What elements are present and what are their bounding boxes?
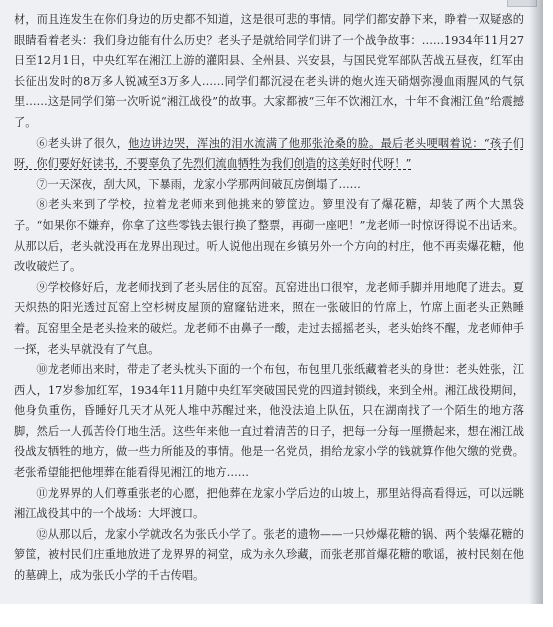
paragraph-p10 — [14, 360, 524, 484]
paragraph-p6 — [14, 134, 524, 175]
paragraph-p11-segment: ⑪龙界界的人们尊重张老的心愿，把他葬在龙家小学后边的山坡上，那里站得高看得远，可以远眺湘江战役其中的一个战场：大坪渡口。 — [14, 486, 524, 521]
page-edge-shadow — [529, 0, 543, 604]
paragraph-p8-segment: ⑧老头来到了学校，拉着龙老师来到他挑来的箩筐边。箩里没有了爆花糖，却装了两个大黑袋子。“如果你不嫌弃，你拿了这些零钱去银行换了整票，再砌一座吧！”龙老师一时惊讶得说不出话来。从那以后，老头就没再在龙界出现过。听人说他出现在乡镇另外一个方向的村庄，他不再卖爆花糖，他改收破烂了。 — [14, 198, 524, 274]
article-text — [14, 10, 524, 587]
paragraph-p9-segment: ⑨学校修好后，龙老师找到了老头居住的瓦窑。瓦窑进出口很窄，龙老师手脚并用地爬了进去。夏天炽热的阳光透过瓦窑上空杉树皮屋顶的窟窿钻进来，照在一张破旧的竹席上，竹席上面老头正熟睡着。瓦窑里全是老头捡来的破烂。龙老师不由鼻子一酸，走过去摇摇老头，老头始终不醒，龙老师伸手一探，老头早就没有了气息。 — [14, 280, 524, 356]
paragraph-p6-segment: ⑥老头讲了很久， — [36, 136, 129, 150]
paragraph-p12 — [14, 525, 524, 587]
paragraph-p6-segment: “孩子们呀，你们要好好读书，不要辜负了先烈们流血牺牲为我们创造的这美好时代呀！” — [14, 136, 524, 171]
paragraph-p10-segment: ⑩龙老师出来时，带走了老头枕头下面的一个布包，布包里几张纸藏着老头的身世：老头姓张，江西人，17岁参加红军，1934年11月随中央红军突破国民党的四道封锁线，来到全州。湘江战役期间，他身负重伤，昏睡好几天才从死人堆中苏醒过来，他没法追上队伍，只在湖南找了一个陌生的地方落脚，然后一人孤苦伶仃地生活。这些年来他一直过着清苦的日子，把每一分每一厘攒起来，想在湘江战役战友牺牲的地方，做一些力所能及的事情。他是一名党员，捐给龙家小学的钱就算作他欠缴的党费。老张希望能把他埋葬在能看得见湘江的地方…… — [14, 363, 524, 480]
bottom-margin — [0, 604, 553, 627]
paragraph-p7-segment: ⑦一天深夜，刮大风，下暴雨，龙家小学那两间破瓦房倒塌了…… — [36, 177, 361, 191]
paragraph-p9 — [14, 278, 524, 360]
paragraph-p12-segment: ⑫从那以后，龙家小学就改名为张氏小学了。张老的遗物——一只炒爆花糖的锅、两个装爆花糖的箩筐，被村民们庄重地放进了龙界界的祠堂，成为永久珍藏，而张老那首爆花糖的歌谣，被村民刻在他的墓碑上，成为张氏小学的千古传唱。 — [14, 527, 524, 583]
paragraph-p-cont-segment: 材，而且连发生在你们身边的历史都不知道，这是很可悲的事情。同学们都安静下来，睁着一双疑惑的眼睛看着老头：我们身边能有什么历史？老头子是就给同学们讲了一个战争故事：……1934年11月27日至12月1日，中央红军在湘江上游的灌阳县、全州县、兴安县，与国民党军部队苦战五昼夜，红军由长征出发时的8万多人锐减至3万多人……同学们都沉浸在老头讲的炮火连天硝烟弥漫血雨腥风的气氛里……这是同学们第一次听说“湘江战役”的故事。大家都被“三年不饮湘江水，十年不食湘江鱼”给震撼了。 — [14, 13, 524, 129]
paragraph-p8 — [14, 195, 524, 277]
paragraph-p11 — [14, 484, 524, 525]
paragraph-p7 — [14, 175, 524, 196]
paragraph-p-cont — [14, 10, 524, 134]
paragraph-p6-segment: 他边讲边哭，浑浊的泪水流满了他那张沧桑的脸。最后老头哽咽着说： — [128, 136, 484, 150]
